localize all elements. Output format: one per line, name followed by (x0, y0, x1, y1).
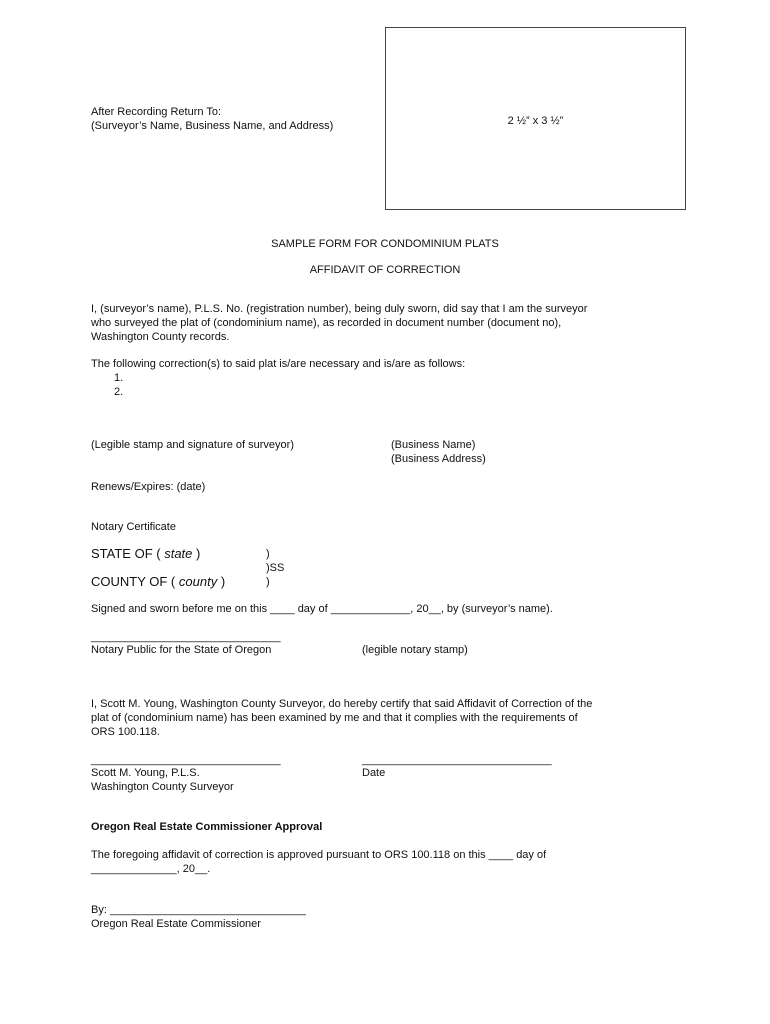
notary-public-label: Notary Public for the State of Oregon (91, 644, 272, 656)
business-address: (Business Address) (391, 453, 486, 465)
county-surveyor-title: Washington County Surveyor (91, 781, 234, 793)
county-value: county (178, 574, 218, 589)
surveyor-signature-line: _______________________________ (91, 754, 281, 766)
state-value: state (164, 546, 193, 561)
correction-item: 1. (114, 372, 124, 384)
correction-item: 2. (114, 386, 124, 398)
commissioner-approval-line-2: ______________, 20__. (91, 863, 211, 875)
return-to-details: (Surveyor’s Name, Business Name, and Address) (91, 120, 334, 132)
commissioner-heading: Oregon Real Estate Commissioner Approval (91, 821, 323, 833)
form-title: SAMPLE FORM FOR CONDOMINIUM PLATS (271, 238, 499, 250)
surveyor-stamp-signature: (Legible stamp and signature of surveyor) (91, 439, 294, 451)
notary-signature-line: _______________________________ (91, 631, 281, 643)
commissioner-title: Oregon Real Estate Commissioner (91, 918, 261, 930)
commissioner-approval-line-1: The foregoing affidavit of correction is approved pursuant to ORS 100.118 on this ____ day of (91, 849, 547, 861)
notary-heading: Notary Certificate (91, 521, 176, 533)
date-label: Date (362, 767, 386, 779)
business-name: (Business Name) (391, 439, 476, 451)
intro-line-3: Washington County records. (91, 331, 230, 343)
intro-line-1: I, (surveyor’s name), P.L.S. No. (registration number), being duly sworn, did say that I am the surveyor (91, 303, 588, 315)
stamp-size-label: 2 ½” x 3 ½” (507, 115, 564, 127)
bracket-top: ) (266, 548, 270, 560)
county-surveyor-name: Scott M. Young, P.L.S. (91, 767, 200, 779)
certification-line-2: plat of (condominium name) has been examined by me and that it complies with the requirements of (91, 712, 578, 724)
intro-line-2: who surveyed the plat of (condominium name), as recorded in document number (document no), (91, 317, 562, 329)
signed-sworn-statement: Signed and sworn before me on this ____ day of _____________, 20__, by (surveyor’s name). (91, 603, 553, 615)
return-to-label: After Recording Return To: (91, 106, 222, 118)
renews-expires: Renews/Expires: (date) (91, 481, 206, 493)
recording-stamp-box (385, 27, 686, 210)
bracket-bottom: ) (266, 576, 270, 588)
certification-line-1: I, Scott M. Young, Washington County Surveyor, do hereby certify that said Affidavit of Correction of the (91, 698, 593, 710)
commissioner-by-line: By: ________________________________ (91, 904, 306, 916)
notary-stamp-label: (legible notary stamp) (362, 644, 468, 656)
certification-line-3: ORS 100.118. (91, 726, 160, 738)
ss-label: )SS (266, 562, 285, 574)
county-line: COUNTY OF ( county ) (91, 574, 226, 589)
state-line: STATE OF ( state ) (91, 546, 201, 561)
form-subtitle: AFFIDAVIT OF CORRECTION (309, 264, 461, 276)
date-signature-line: _______________________________ (362, 754, 552, 766)
corrections-heading: The following correction(s) to said plat is/are necessary and is/are as follows: (91, 358, 466, 370)
